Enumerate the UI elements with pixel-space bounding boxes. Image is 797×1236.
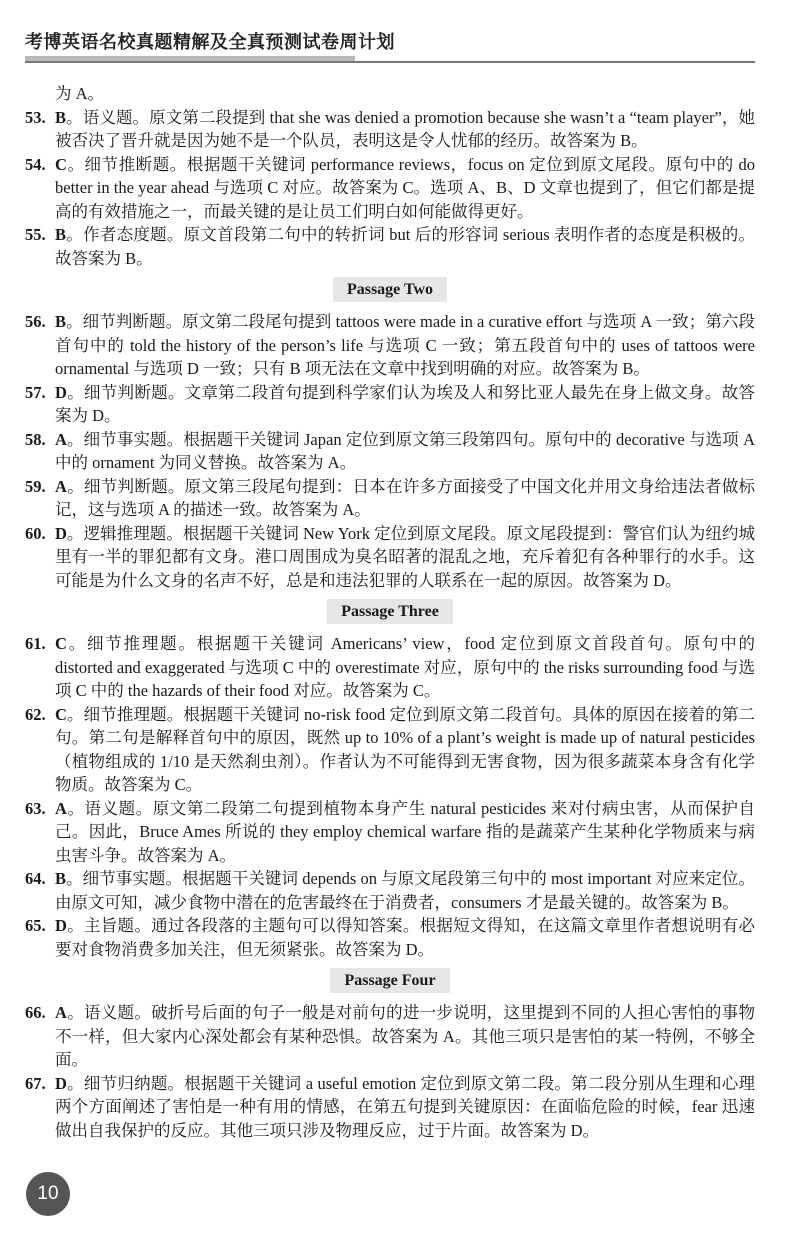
answer-item [25, 632, 755, 703]
passage-heading [25, 277, 755, 302]
answer-letter: B [55, 107, 67, 127]
explanation-text: 。细节推理题。根据题干关键词 Americans’ view，food 定位到原文首段首句。原句中的 distorted and exaggerated 与选项 C 中的 overestimate 对应，原句中的 the risks surrounding food 与选项 C 中的 the hazards of their food 对应。故答案为 C。 [55, 634, 755, 700]
page-number: 10 [26, 1172, 70, 1216]
question-number: 65. [25, 916, 46, 935]
question-number: 59. [25, 476, 46, 496]
question-number: 56. [25, 312, 46, 331]
continued-text: 为 A。 [55, 84, 105, 103]
explanation-text: 。细节事实题。根据题干关键词 depends on 与原文尾段第三句中的 most important 对应来定位。由原文可知，减少食物中潜在的危害最终在于消费者，consumers 才是最关键的。故答案为 B。 [55, 869, 755, 912]
answer-item [25, 428, 755, 475]
answer-letter: D [55, 1073, 67, 1093]
answer-letter: A [55, 1003, 67, 1022]
answer-item [25, 703, 755, 797]
answer-letter: A [55, 429, 67, 449]
answer-letter: A [55, 798, 67, 818]
answer-item [25, 914, 755, 961]
explanation-text: 。主旨题。通过各段落的主题句可以得知答案。根据短文得知，在这篇文章里作者想说明有必要对食物消费多加关注，但无须紧张。故答案为 D。 [55, 916, 755, 959]
header-rule [25, 56, 755, 64]
answer-item [25, 867, 755, 914]
answer-letter: C [55, 634, 67, 653]
answer-item [25, 153, 755, 224]
answer-explanations [25, 82, 755, 1142]
question-number: 67. [25, 1073, 46, 1093]
answer-letter: B [55, 225, 67, 244]
question-number: 60. [25, 523, 46, 543]
answer-letter: D [55, 916, 67, 935]
question-number: 66. [25, 1003, 46, 1022]
answer-letter: C [55, 154, 67, 174]
answer-item [25, 310, 755, 381]
passage-heading [25, 968, 755, 993]
question-number: 62. [25, 704, 46, 724]
passage-heading-label: Passage Four [330, 968, 449, 993]
explanation-text: 。语义题。原文第二段第二句提到植物本身产生 natural pesticides 来对付病虫害，从而保护自己。因此，Bruce Ames 所说的 they employ chemical warfare 指的是蔬菜产生某种化学物质来与病虫害斗争。故答案为 A。 [55, 798, 755, 865]
question-number: 55. [25, 225, 46, 244]
explanation-text: 。细节归纳题。根据题干关键词 a useful emotion 定位到原文第二段。第二段分别从生理和心理两个方面阐述了害怕是一种有用的情感，在第五句提到关键原因：在面临危险的时候，fear 迅速做出自我保护的反应。其他三项只涉及物理反应，过于片面。故答案为 D。 [55, 1073, 755, 1140]
explanation-text: 。细节事实题。根据题干关键词 Japan 定位到原文第三段第四句。原句中的 decorative 与选项 A 中的 ornament 为同义替换。故答案为 A。 [55, 429, 755, 472]
explanation-text: 。语义题。原文第二段提到 that she was denied a promotion because she wasn’t a “team player”，她被否决了晋升就是因为她不是一个队员，表明这是令人忧郁的经历。故答案为 B。 [55, 107, 755, 150]
answer-letter: B [55, 869, 67, 888]
passage-heading-label: Passage Three [327, 599, 453, 624]
question-number: 64. [25, 869, 46, 888]
explanation-text: 。逻辑推理题。根据题干关键词 New York 定位到原文尾段。原文尾段提到：警官们认为纽约城里有一半的罪犯都有文身。港口周围成为臭名昭著的混乱之地，充斥着犯有各种罪行的水手。这可能是为什么文身的名声不好，总是和违法犯罪的人联系在一起的原因。故答案为 D。 [55, 523, 755, 590]
answer-item [25, 522, 755, 593]
explanation-text: 。细节判断题。原文第二段尾句提到 tattoos were made in a curative effort 与选项 A 一致；第六段首句中的 told the history of the person’s life 与选项 C 一致；第五段首句中的 uses of tattoos were ornamental 与选项 D 一致；只有 B 项无法在文章中找到明确的对应。故答案为 B。 [55, 312, 755, 378]
explanation-text: 。细节判断题。原文第三段尾句提到：日本在许多方面接受了中国文化并用文身给违法者做标记，这与选项 A 的描述一致。故答案为 A。 [55, 476, 755, 519]
question-number: 61. [25, 634, 46, 653]
passage-heading-label: Passage Two [333, 277, 447, 302]
explanation-text: 。细节判断题。文章第二段首句提到科学家们认为埃及人和努比亚人最先在身上做文身。故答案为 D。 [55, 382, 755, 425]
answer-letter: B [55, 312, 67, 331]
question-number: 54. [25, 154, 46, 174]
answer-item [25, 223, 755, 270]
answer-letter: C [55, 704, 67, 724]
answer-item [25, 797, 755, 868]
explanation-text: 。作者态度题。原文首段第二句中的转折词 but 后的形容词 serious 表明作者的态度是积极的。故答案为 B。 [55, 225, 755, 268]
answer-item [25, 1001, 755, 1072]
question-number: 53. [25, 107, 46, 127]
answer-item [25, 1072, 755, 1143]
answer-item [25, 475, 755, 522]
question-number: 63. [25, 798, 46, 818]
passage-heading [25, 599, 755, 624]
answer-letter: D [55, 382, 67, 402]
question-number: 57. [25, 382, 46, 402]
book-title: 考博英语名校真题精解及全真预测试卷周计划 [25, 32, 395, 53]
answer-letter: A [55, 476, 67, 496]
question-number: 58. [25, 429, 46, 449]
answer-letter: D [55, 523, 67, 543]
running-header [25, 28, 755, 64]
answer-item [25, 106, 755, 153]
answer-item [25, 381, 755, 428]
explanation-text: 。细节推理题。根据题干关键词 no-risk food 定位到原文第二段首句。具体的原因在接着的第二句。第二句是解释首句中的原因，既然 up to 10% of a plant’s weight is made up of natural pesticides（植物组成的 1/10 是天然刹虫剂）。作者认为不可能得到无害食物，因为很多蔬菜本身含有化学物质。故答案为 C。 [55, 704, 755, 794]
explanation-text: 。语义题。破折号后面的句子一般是对前句的进一步说明，这里提到不同的人担心害怕的事物不一样，但大家内心深处都会有某种恐惧。故答案为 A。其他三项只是害怕的某一特例，不够全面。 [55, 1003, 755, 1069]
explanation-text: 。细节推断题。根据题干关键词 performance reviews，focus on 定位到原文尾段。原句中的 do better in the year ahead 与选项 C 对应。故答案为 C。选项 A、B、D 文章也提到了，但它们都是提高的有效措施之一，而最关键的是让员工们明白如何能做得更好。 [55, 154, 755, 221]
